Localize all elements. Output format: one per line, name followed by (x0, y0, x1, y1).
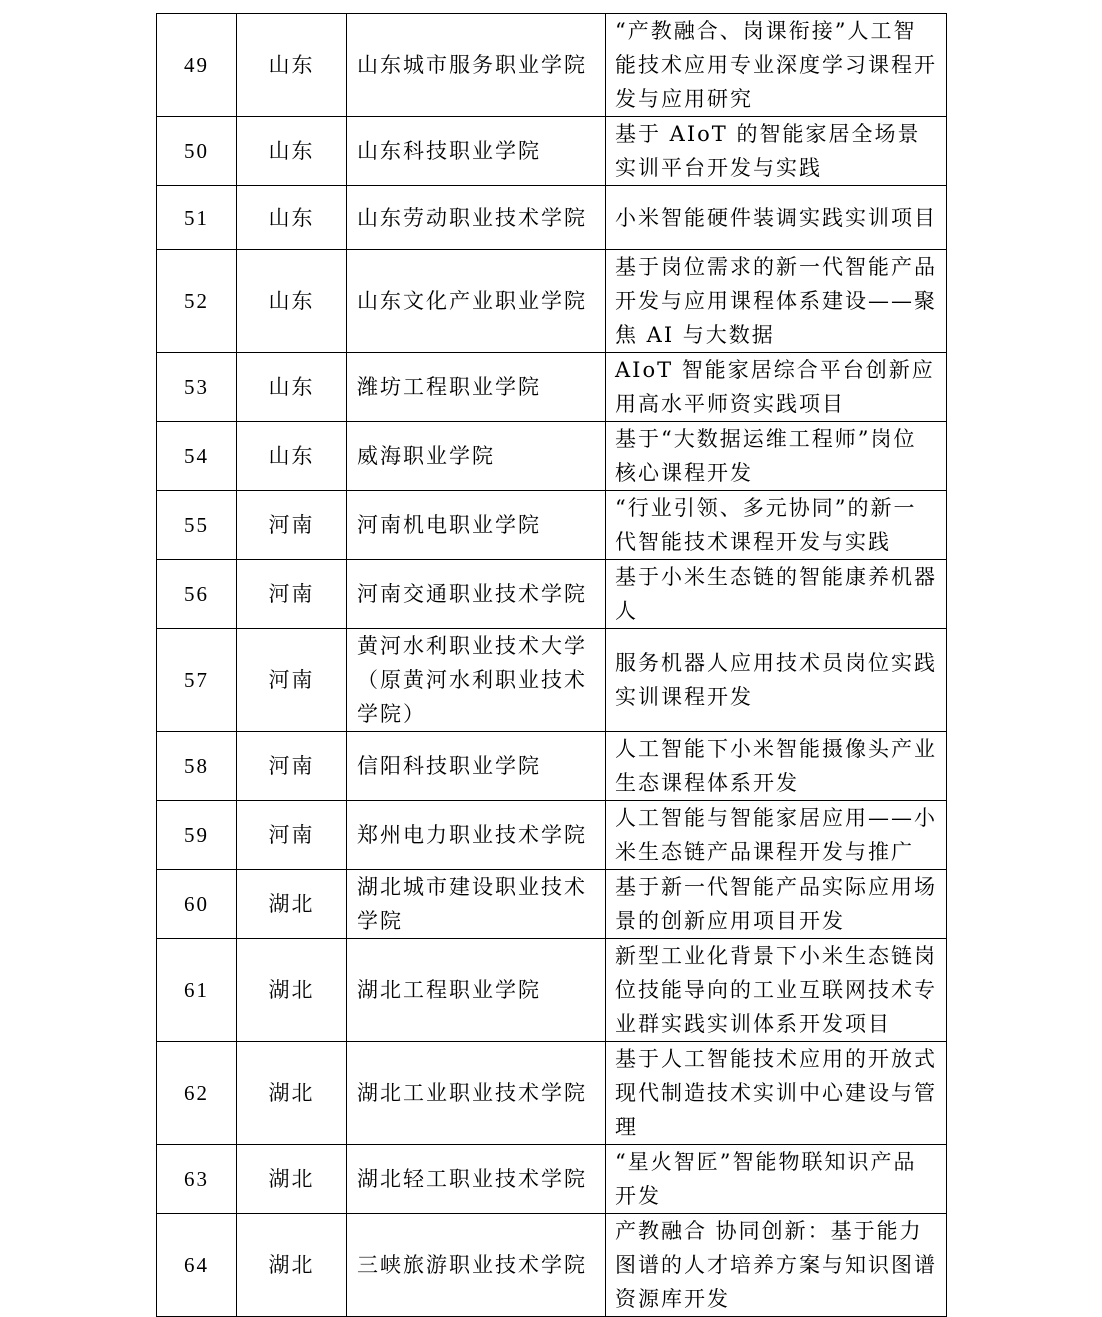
school-cell: 潍坊工程职业学院 (347, 353, 606, 422)
project-cell: 服务机器人应用技术员岗位实践实训课程开发 (606, 629, 947, 732)
project-cell: 基于小米生态链的智能康养机器人 (606, 560, 947, 629)
school-cell: 三峡旅游职业技术学院 (347, 1214, 606, 1317)
school-cell: 信阳科技职业学院 (347, 732, 606, 801)
project-cell: 基于岗位需求的新一代智能产品开发与应用课程体系建设——聚焦 AI 与大数据 (606, 250, 947, 353)
project-cell: 小米智能硬件装调实践实训项目 (606, 186, 947, 250)
table-row (157, 801, 947, 870)
row-number: 55 (157, 491, 237, 560)
table-row (157, 1042, 947, 1145)
table-row (157, 732, 947, 801)
province-cell: 湖北 (237, 1042, 347, 1145)
province-cell: 河南 (237, 491, 347, 560)
school-cell: 山东劳动职业技术学院 (347, 186, 606, 250)
project-cell: “星火智匠”智能物联知识产品开发 (606, 1145, 947, 1214)
province-cell: 山东 (237, 186, 347, 250)
table-row (157, 939, 947, 1042)
project-cell: “产教融合、岗课衔接”人工智能技术应用专业深度学习课程开发与应用研究 (606, 14, 947, 117)
row-number: 56 (157, 560, 237, 629)
row-number: 52 (157, 250, 237, 353)
table-row (157, 186, 947, 250)
row-number: 57 (157, 629, 237, 732)
school-cell: 河南机电职业学院 (347, 491, 606, 560)
project-cell: AIoT 智能家居综合平台创新应用高水平师资实践项目 (606, 353, 947, 422)
province-cell: 山东 (237, 250, 347, 353)
school-cell: 郑州电力职业技术学院 (347, 801, 606, 870)
row-number: 49 (157, 14, 237, 117)
school-cell: 湖北轻工职业技术学院 (347, 1145, 606, 1214)
province-cell: 山东 (237, 14, 347, 117)
table-row (157, 491, 947, 560)
project-cell: 新型工业化背景下小米生态链岗位技能导向的工业互联网技术专业群实践实训体系开发项目 (606, 939, 947, 1042)
school-cell: 山东科技职业学院 (347, 117, 606, 186)
province-cell: 河南 (237, 560, 347, 629)
province-cell: 湖北 (237, 870, 347, 939)
table-row (157, 1145, 947, 1214)
table-row (157, 250, 947, 353)
province-cell: 山东 (237, 353, 347, 422)
school-cell: 山东文化产业职业学院 (347, 250, 606, 353)
row-number: 54 (157, 422, 237, 491)
school-cell: 湖北工程职业学院 (347, 939, 606, 1042)
project-table (156, 13, 947, 1317)
school-cell: 黄河水利职业技术大学（原黄河水利职业技术学院） (347, 629, 606, 732)
row-number: 58 (157, 732, 237, 801)
province-cell: 河南 (237, 801, 347, 870)
project-cell: “行业引领、多元协同”的新一代智能技术课程开发与实践 (606, 491, 947, 560)
table-row (157, 422, 947, 491)
project-cell: 人工智能与智能家居应用——小米生态链产品课程开发与推广 (606, 801, 947, 870)
province-cell: 湖北 (237, 1214, 347, 1317)
row-number: 63 (157, 1145, 237, 1214)
row-number: 51 (157, 186, 237, 250)
school-cell: 河南交通职业技术学院 (347, 560, 606, 629)
table-row (157, 629, 947, 732)
province-cell: 山东 (237, 422, 347, 491)
row-number: 53 (157, 353, 237, 422)
row-number: 60 (157, 870, 237, 939)
table-row (157, 14, 947, 117)
row-number: 50 (157, 117, 237, 186)
school-cell: 湖北城市建设职业技术学院 (347, 870, 606, 939)
province-cell: 山东 (237, 117, 347, 186)
school-cell: 湖北工业职业技术学院 (347, 1042, 606, 1145)
project-cell: 基于新一代智能产品实际应用场景的创新应用项目开发 (606, 870, 947, 939)
province-cell: 河南 (237, 732, 347, 801)
row-number: 61 (157, 939, 237, 1042)
table-row (157, 560, 947, 629)
table-row (157, 117, 947, 186)
school-cell: 威海职业学院 (347, 422, 606, 491)
province-cell: 湖北 (237, 1145, 347, 1214)
table-row (157, 870, 947, 939)
project-cell: 人工智能下小米智能摄像头产业生态课程体系开发 (606, 732, 947, 801)
project-cell: 基于人工智能技术应用的开放式现代制造技术实训中心建设与管理 (606, 1042, 947, 1145)
table-row (157, 1214, 947, 1317)
province-cell: 河南 (237, 629, 347, 732)
project-cell: 基于“大数据运维工程师”岗位核心课程开发 (606, 422, 947, 491)
project-cell: 产教融合 协同创新：基于能力图谱的人才培养方案与知识图谱资源库开发 (606, 1214, 947, 1317)
school-cell: 山东城市服务职业学院 (347, 14, 606, 117)
table-row (157, 353, 947, 422)
province-cell: 湖北 (237, 939, 347, 1042)
row-number: 59 (157, 801, 237, 870)
row-number: 64 (157, 1214, 237, 1317)
project-cell: 基于 AIoT 的智能家居全场景实训平台开发与实践 (606, 117, 947, 186)
row-number: 62 (157, 1042, 237, 1145)
